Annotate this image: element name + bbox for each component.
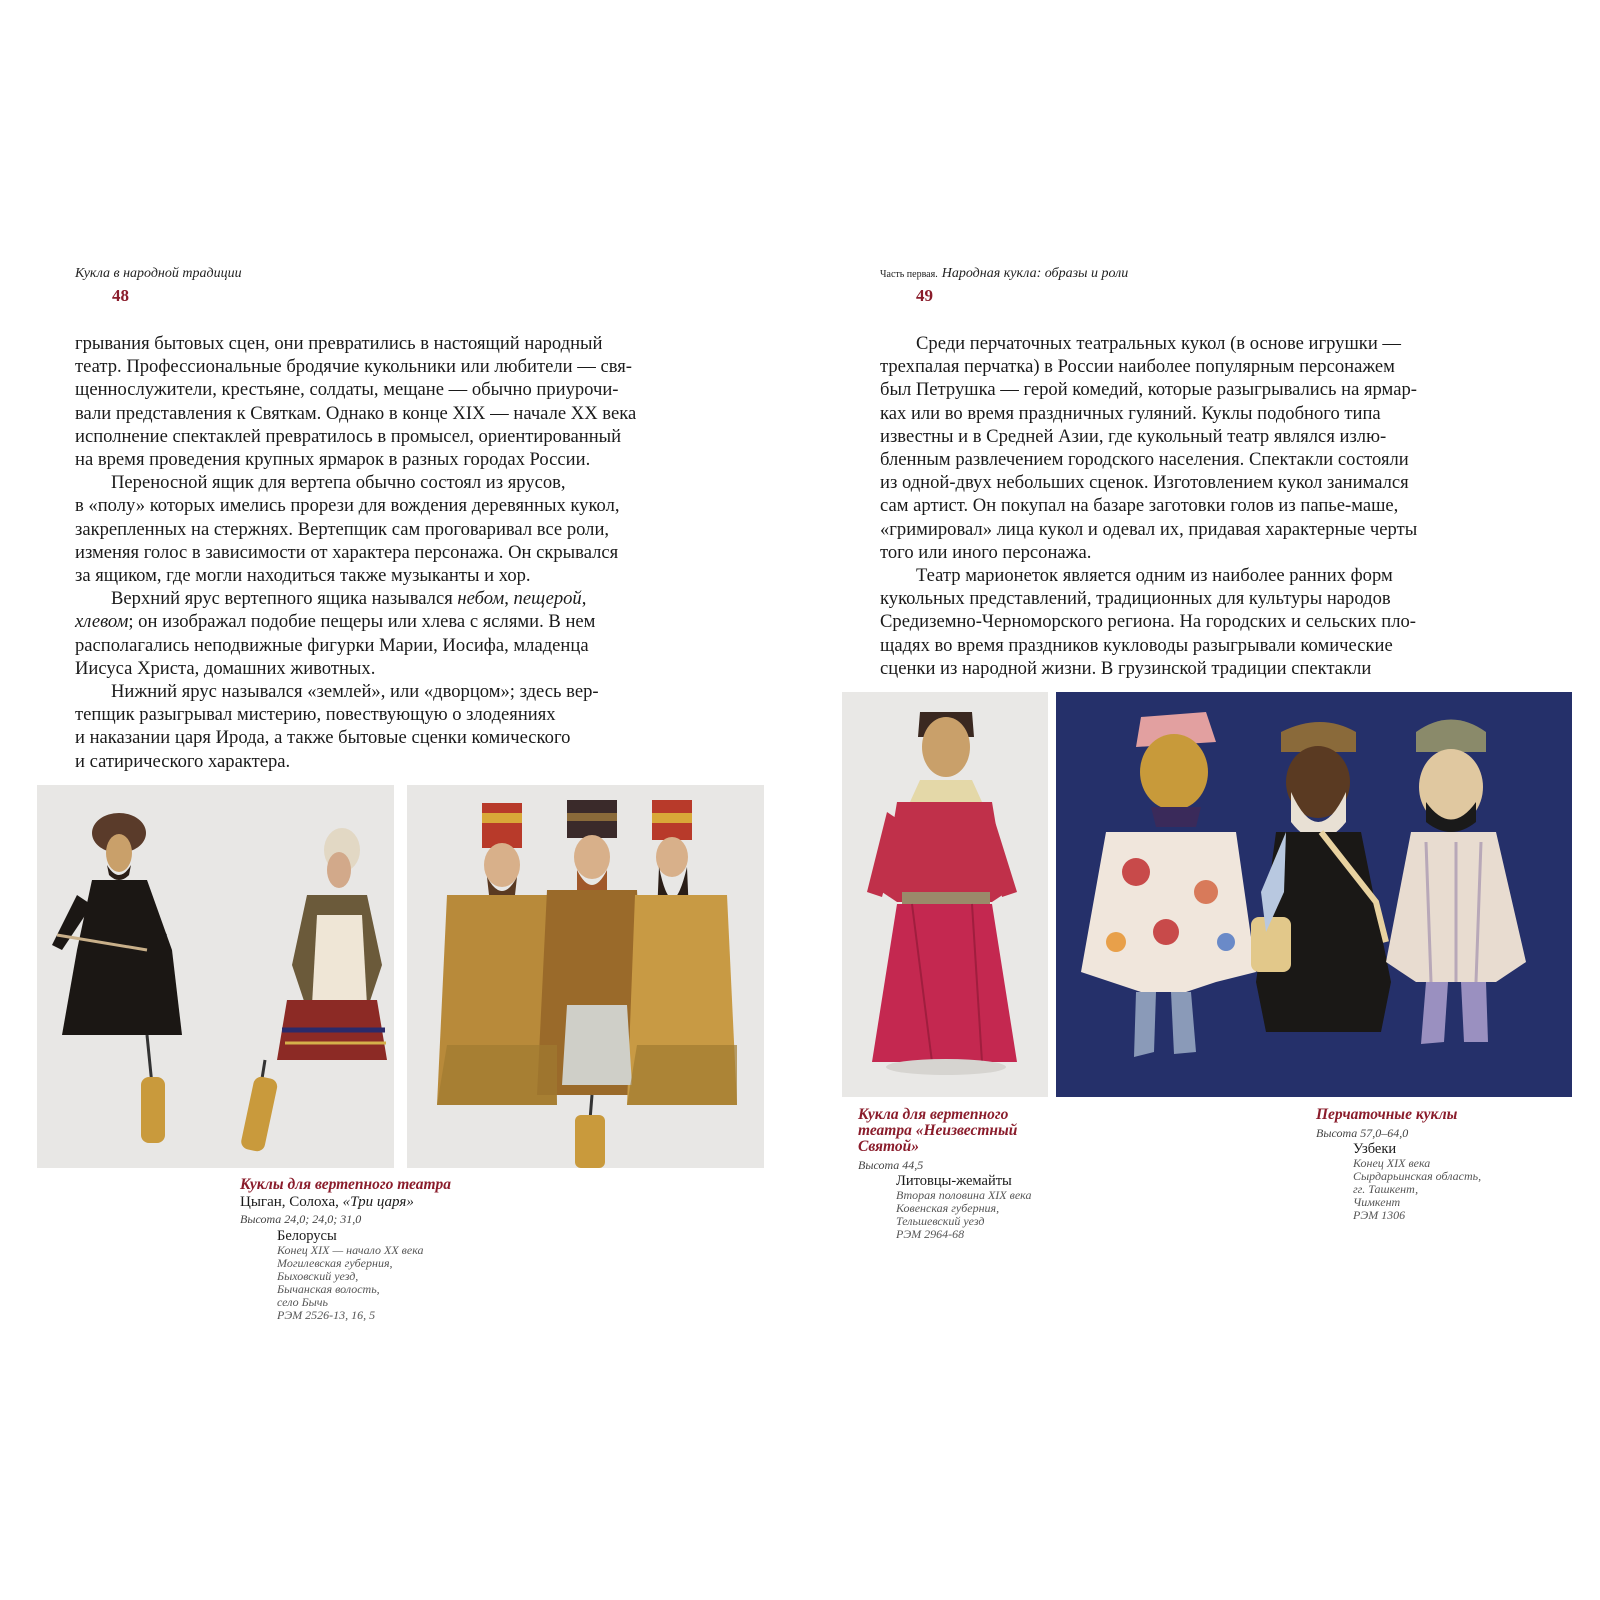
text-line: вали представления к Святкам. Однако в конце XIX — начале XX века (75, 402, 637, 424)
text-line: располагались неподвижные фигурки Марии, Иосифа, младенца (75, 634, 589, 656)
text-line: Переносной ящик для вертепа обычно состоял из ярусов, (111, 472, 566, 494)
photo-gypsy-solokha-puppets (37, 785, 394, 1168)
body-text-right (880, 332, 1417, 680)
text-line: Иисуса Христа, домашних животных. (75, 657, 376, 679)
text-line: был Петрушка — герой комедий, которые разыгрывались на ярмар- (880, 379, 1417, 401)
text-line: Нижний ярус назывался «землей», или «дворцом»; здесь вер- (111, 681, 599, 703)
text-line: тепщик разыгрывал мистерию, повествующую о злодеяниях (75, 704, 556, 726)
caption-title: Кукла для вертепного театра «Неизвестный Святой» (858, 1106, 1018, 1155)
text-line: и сатирического характера. (75, 750, 291, 772)
text-line: того или иного персонажа. (880, 541, 1092, 563)
text-line: исполнение спектаклей превратилось в промысел, ориентированный (75, 425, 622, 447)
caption-height: Высота 44,5 (858, 1158, 924, 1172)
caption-left (240, 1177, 451, 1322)
text-line: изменяя голос в зависимости от характера персонажа. Он скрывался (75, 541, 619, 563)
photo-glove-puppets (1056, 692, 1572, 1097)
text-line: Театр марионеток является одним из наиболее ранних форм (916, 565, 1393, 587)
text-line: щадях во время праздников кукловоды разыгрывали комические (880, 634, 1393, 656)
caption-title: Перчаточные куклы (1316, 1106, 1458, 1123)
text-line: ках или во время праздничных гуляний. Куклы подобного типа (880, 402, 1381, 424)
text-line: Среди перчаточных театральных кукол (в основе игрушки — (916, 333, 1402, 354)
text-line: кукольных представлений, традиционных для культуры народов (880, 588, 1391, 610)
caption-details: Вторая половина XIX века Ковенская губерния, Тельшевский уезд РЭМ 2964-68 (896, 1188, 1032, 1241)
text-line: «гримировал» лица кукол и одевал их, придавая характерные черты (880, 518, 1418, 540)
page-number-left: 48 (112, 286, 129, 305)
text-line: в «полу» которых имелись прорези для вождения деревянных кукол, (75, 495, 620, 517)
text-line: из одной-двух небольших сценок. Изготовлением кукол занимался (880, 472, 1409, 494)
text-line: театр. Профессиональные бродячие кукольники или любители — свя- (75, 356, 633, 378)
text-line: грывания бытовых сцен, они превратились в настоящий народный (75, 333, 603, 354)
right-page (800, 0, 1600, 1600)
text-line: сценки из народной жизни. В грузинской традиции спектакли (880, 657, 1372, 679)
caption-names: Цыган, Солоха, «Три царя» (240, 1194, 414, 1210)
photo-unknown-saint-puppet (842, 692, 1048, 1097)
text-line: Верхний ярус вертепного ящика назывался небом, пещерой, (111, 588, 587, 610)
caption-details: Конец XIX — начало XX века Могилевская губерния, Быховский уезд, Бычанская волость, село Бычь РЭМ 2526-13, 16, 5 (277, 1243, 424, 1322)
running-head-right: Часть первая. Народная кукла: образы и роли (880, 266, 1129, 281)
text-line: Средиземно-Черноморского региона. На городских и сельских пло- (880, 611, 1416, 633)
caption-people: Белорусы (277, 1228, 337, 1244)
running-head-left: Кукла в народной традиции (75, 266, 242, 281)
text-line: известны и в Средней Азии, где кукольный театр являлся излю- (880, 425, 1387, 447)
text-line: на время проведения крупных ярмарок в разных городах России. (75, 449, 591, 471)
text-line: трехпалая перчатка) в России наиболее популярным персонажем (880, 356, 1395, 378)
text-line: и наказании царя Ирода, а также бытовые сценки комического (75, 727, 571, 749)
caption-people: Литовцы-жемайты (896, 1173, 1012, 1189)
text-line: бленным развлечением городского населения. Спектакли состояли (880, 449, 1409, 471)
text-line: хлевом; он изображал подобие пещеры или хлева с яслями. В нем (75, 611, 596, 633)
photo-three-kings-puppets (407, 785, 764, 1168)
caption-details: Конец XIX века Сырдарьинская область, гг. Ташкент, Чимкент РЭМ 1306 (1353, 1156, 1482, 1222)
text-line: за ящиком, где могли находиться также музыканты и хор. (75, 565, 531, 587)
body-text-left (75, 332, 636, 773)
caption-right-2 (1316, 1107, 1481, 1222)
caption-height: Высота 24,0; 24,0; 31,0 (240, 1212, 362, 1226)
text-line: закрепленных на стержнях. Вертепщик сам проговаривал все роли, (75, 518, 610, 540)
text-line: сам артист. Он покупал на базаре заготовки голов из папье-маше, (880, 495, 1399, 517)
page-number-right: 49 (916, 286, 933, 305)
text-line: щеннослужители, крестьяне, солдаты, мещане — обычно приурочи- (75, 379, 619, 401)
caption-height: Высота 57,0–64,0 (1316, 1126, 1409, 1140)
caption-title: Куклы для вертепного театра (240, 1176, 452, 1193)
caption-right-1 (858, 1107, 1031, 1241)
caption-people: Узбеки (1353, 1141, 1397, 1157)
